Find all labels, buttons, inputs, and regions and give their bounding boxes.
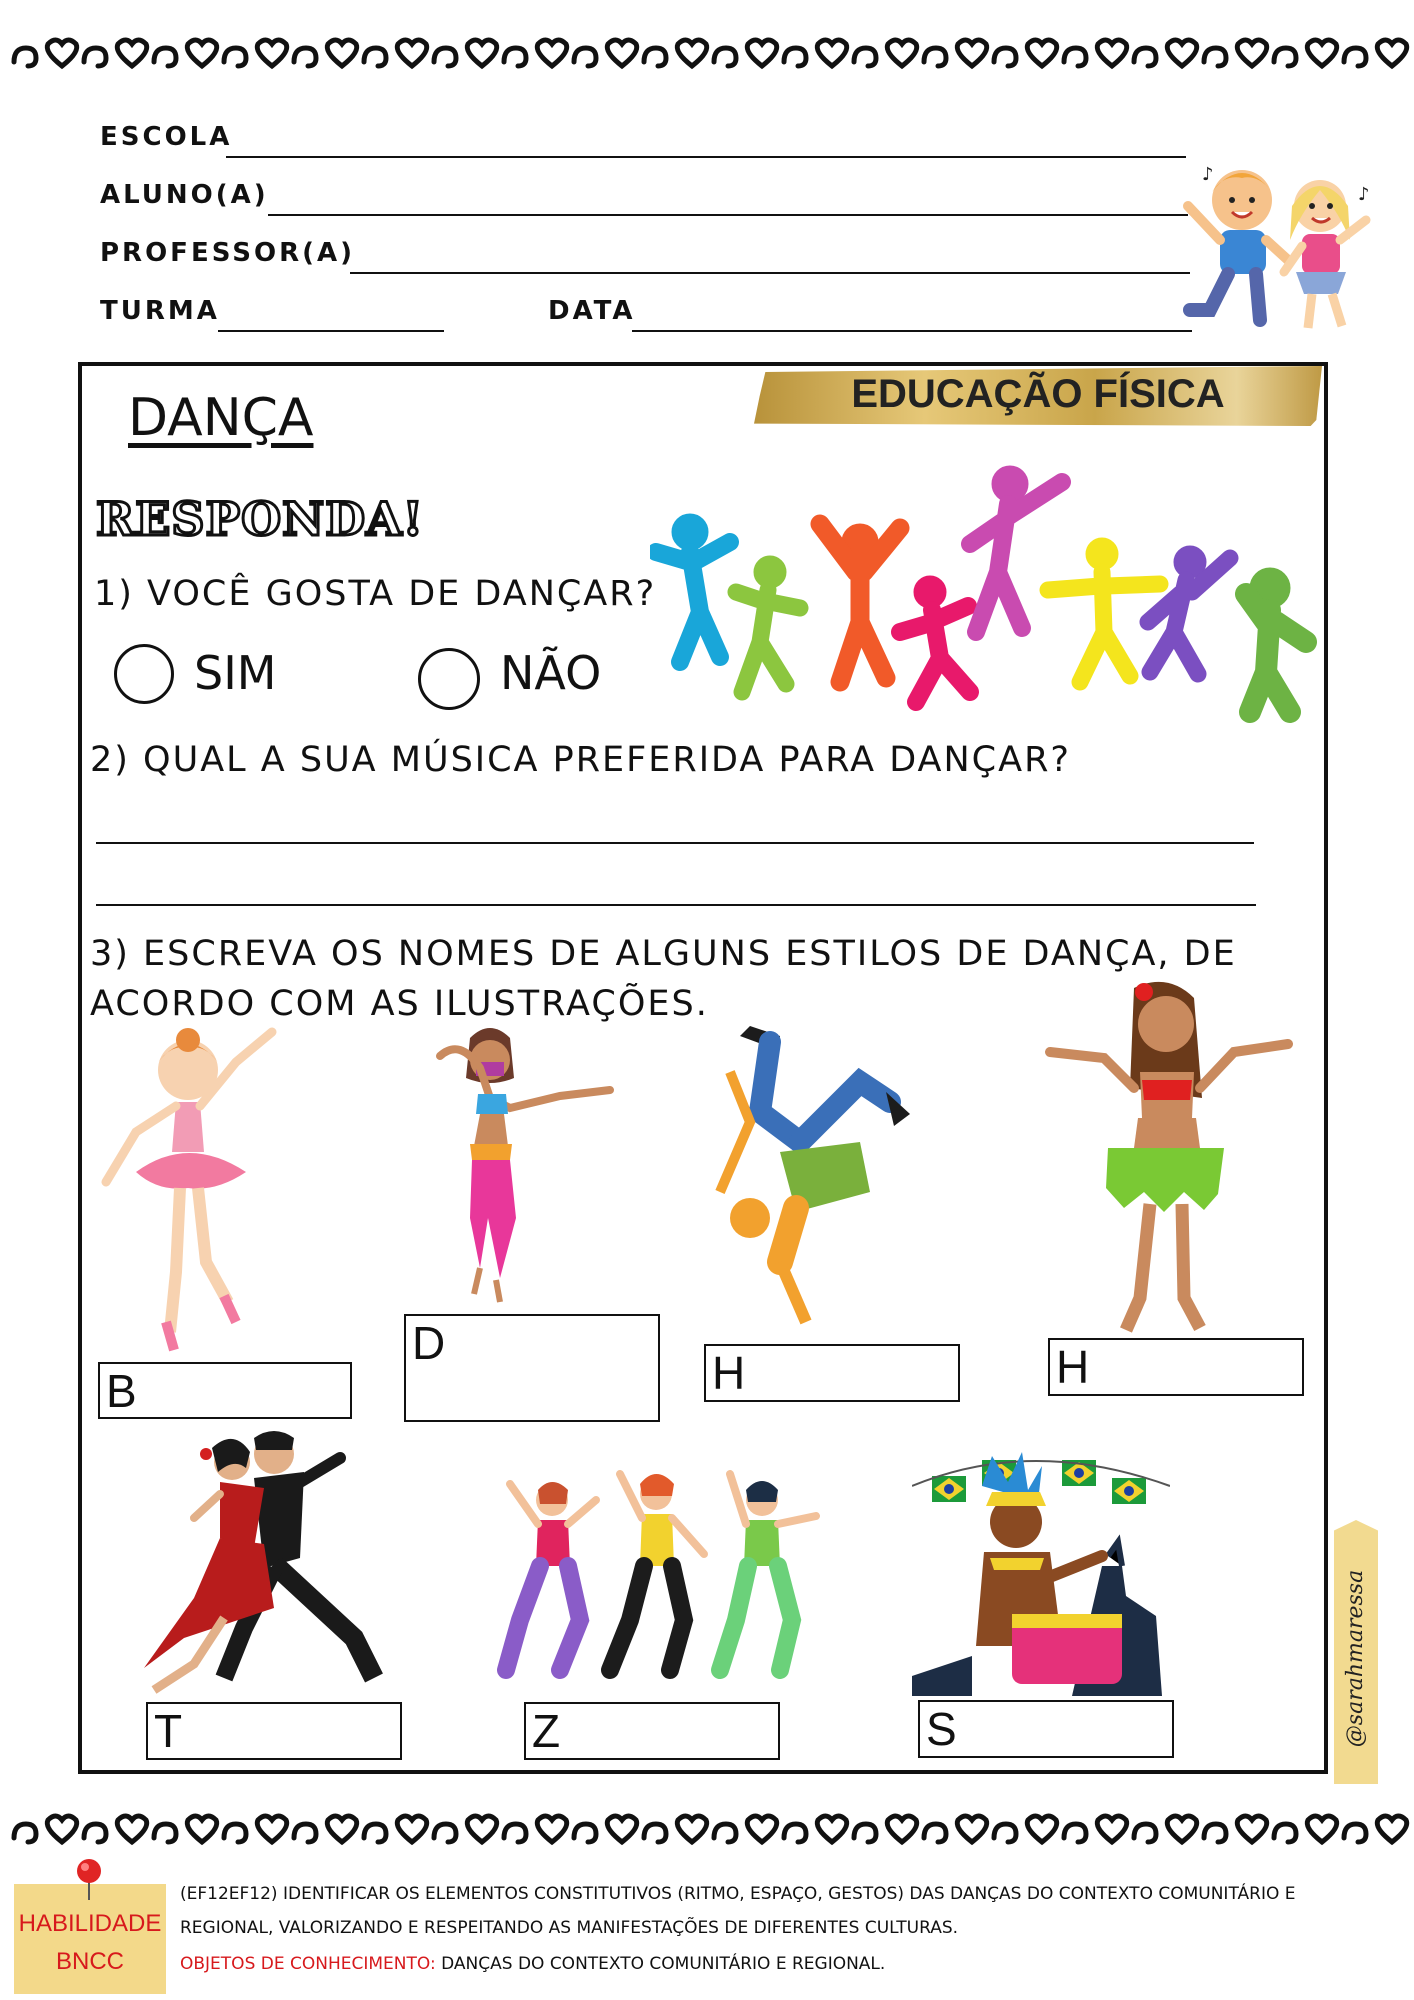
border-ornament — [154, 40, 217, 66]
belly-dancer-figure — [430, 1018, 630, 1308]
border-ornament — [14, 40, 77, 66]
answer-box-zumba[interactable] — [524, 1702, 780, 1760]
answer-box-danca-do-ventre[interactable] — [404, 1314, 660, 1422]
bncc-badge-line1: HABILIDADE — [18, 1910, 162, 1937]
border-ornament — [1344, 1816, 1407, 1842]
border-ornament — [504, 1816, 567, 1842]
aluno-label: ALUNO(A) — [100, 180, 269, 210]
border-ornament — [1204, 1816, 1267, 1842]
objects-label: OBJETOS DE CONHECIMENTO: — [180, 1954, 436, 1974]
responda-heading: RESPONDA! — [96, 492, 424, 546]
border-ornament — [714, 40, 777, 66]
top-heart-border — [0, 22, 1414, 92]
border-ornament — [854, 40, 917, 66]
answer-box-tango[interactable] — [146, 1702, 402, 1760]
answer-box-danca-do-ventre-letter: D — [412, 1317, 446, 1369]
answer-line-1[interactable] — [96, 842, 1254, 844]
samba-drummer-figure — [912, 1446, 1170, 1696]
side-tag-wrap — [1338, 1540, 1374, 1776]
border-ornament — [1134, 1816, 1197, 1842]
border-ornament — [224, 40, 287, 66]
skill-text-line1: (EF12EF12) IDENTIFICAR OS ELEMENTOS CONSTITUTIVOS (RITMO, ESPAÇO, GESTOS) DAS DANÇAS DO CONTEXTO COMUNITÁRIO E — [180, 1884, 1296, 1904]
answer-box-ballet[interactable] — [98, 1362, 352, 1419]
answer-line-2[interactable] — [96, 904, 1256, 906]
border-ornament — [994, 1816, 1057, 1842]
border-ornament — [1274, 1816, 1337, 1842]
answer-box-ballet-letter: B — [106, 1365, 137, 1417]
border-ornament — [574, 40, 637, 66]
zumba-group-figure — [480, 1470, 832, 1702]
border-ornament — [84, 1816, 147, 1842]
data-label: DATA — [548, 296, 636, 326]
hip-hop-dancer-figure — [710, 1022, 920, 1342]
border-ornament — [14, 1816, 77, 1842]
aluno-field[interactable] — [268, 214, 1188, 216]
border-ornament — [784, 40, 847, 66]
border-ornament — [84, 40, 147, 66]
page-title: DANÇA — [128, 388, 314, 448]
answer-box-hula[interactable] — [1048, 1338, 1304, 1396]
svg-text:♪: ♪ — [1358, 184, 1370, 205]
border-ornament — [1064, 40, 1127, 66]
professor-label: PROFESSOR(A) — [100, 238, 355, 268]
question-2: 2) QUAL A SUA MÚSICA PREFERIDA PARA DANÇAR? — [90, 740, 1071, 780]
data-field[interactable] — [632, 330, 1192, 332]
border-ornament — [644, 40, 707, 66]
border-ornament — [364, 40, 427, 66]
option-sim-label: SIM — [194, 646, 277, 700]
question-3-line-1: 3) ESCREVA OS NOMES DE ALGUNS ESTILOS DE DANÇA, DE — [90, 934, 1237, 974]
question-1: 1) VOCÊ GOSTA DE DANÇAR? — [94, 574, 657, 614]
border-ornament — [154, 1816, 217, 1842]
answer-box-hula-letter: H — [1056, 1341, 1090, 1393]
answer-box-zumba-letter: Z — [532, 1705, 561, 1757]
objects-value: DANÇAS DO CONTEXTO COMUNITÁRIO E REGIONAL. — [435, 1954, 886, 1974]
escola-label: ESCOLA — [100, 122, 233, 152]
border-ornament — [294, 1816, 357, 1842]
border-ornament — [1274, 40, 1337, 66]
border-ornament — [994, 40, 1057, 66]
pushpin-icon — [74, 1858, 104, 1902]
border-ornament — [294, 40, 357, 66]
border-ornament — [644, 1816, 707, 1842]
answer-box-hip-hop[interactable] — [704, 1344, 960, 1402]
escola-field[interactable] — [226, 156, 1186, 158]
border-ornament — [504, 40, 567, 66]
answer-box-samba-letter: S — [926, 1703, 957, 1755]
skill-text-line2: REGIONAL, VALORIZANDO E RESPEITANDO AS MANIFESTAÇÕES DE DIFERENTES CULTURAS. — [180, 1918, 959, 1938]
answer-box-samba[interactable] — [918, 1700, 1174, 1758]
tango-couple-figure — [124, 1428, 384, 1700]
question-3-line-2: ACORDO COM AS ILUSTRAÇÕES. — [90, 984, 709, 1024]
ballerina-figure — [96, 1022, 290, 1358]
border-ornament — [1204, 40, 1267, 66]
border-ornament — [924, 1816, 987, 1842]
border-ornament — [434, 1816, 497, 1842]
professor-field[interactable] — [350, 272, 1190, 274]
border-ornament — [364, 1816, 427, 1842]
border-ornament — [224, 1816, 287, 1842]
option-nao-label: NÃO — [500, 646, 602, 700]
dancing-kids-illustration — [1180, 160, 1380, 340]
border-ornament — [784, 1816, 847, 1842]
subject-banner-text: EDUCAÇÃO FÍSICA — [851, 372, 1225, 416]
turma-label: TURMA — [100, 296, 220, 326]
turma-field[interactable] — [218, 330, 444, 332]
option-nao-radio[interactable] — [418, 648, 480, 710]
border-ornament — [924, 40, 987, 66]
border-ornament — [434, 40, 497, 66]
border-ornament — [1064, 1816, 1127, 1842]
hula-dancer-figure — [1034, 978, 1294, 1338]
svg-text:♪: ♪ — [1202, 164, 1214, 185]
border-ornament — [1344, 40, 1407, 66]
answer-box-tango-letter: T — [154, 1705, 183, 1757]
border-ornament — [854, 1816, 917, 1842]
border-ornament — [1134, 40, 1197, 66]
dancing-silhouettes-illustration — [650, 462, 1326, 732]
border-ornament — [574, 1816, 637, 1842]
bottom-heart-border — [0, 1798, 1414, 1868]
bncc-badge-line2: BNCC — [55, 1948, 124, 1975]
objects-text — [180, 1954, 885, 1974]
border-ornament — [714, 1816, 777, 1842]
option-sim-radio[interactable] — [114, 644, 174, 704]
side-tag-text: @sarahmaressa — [1343, 1569, 1369, 1747]
answer-box-hip-hop-letter: H — [712, 1347, 746, 1399]
